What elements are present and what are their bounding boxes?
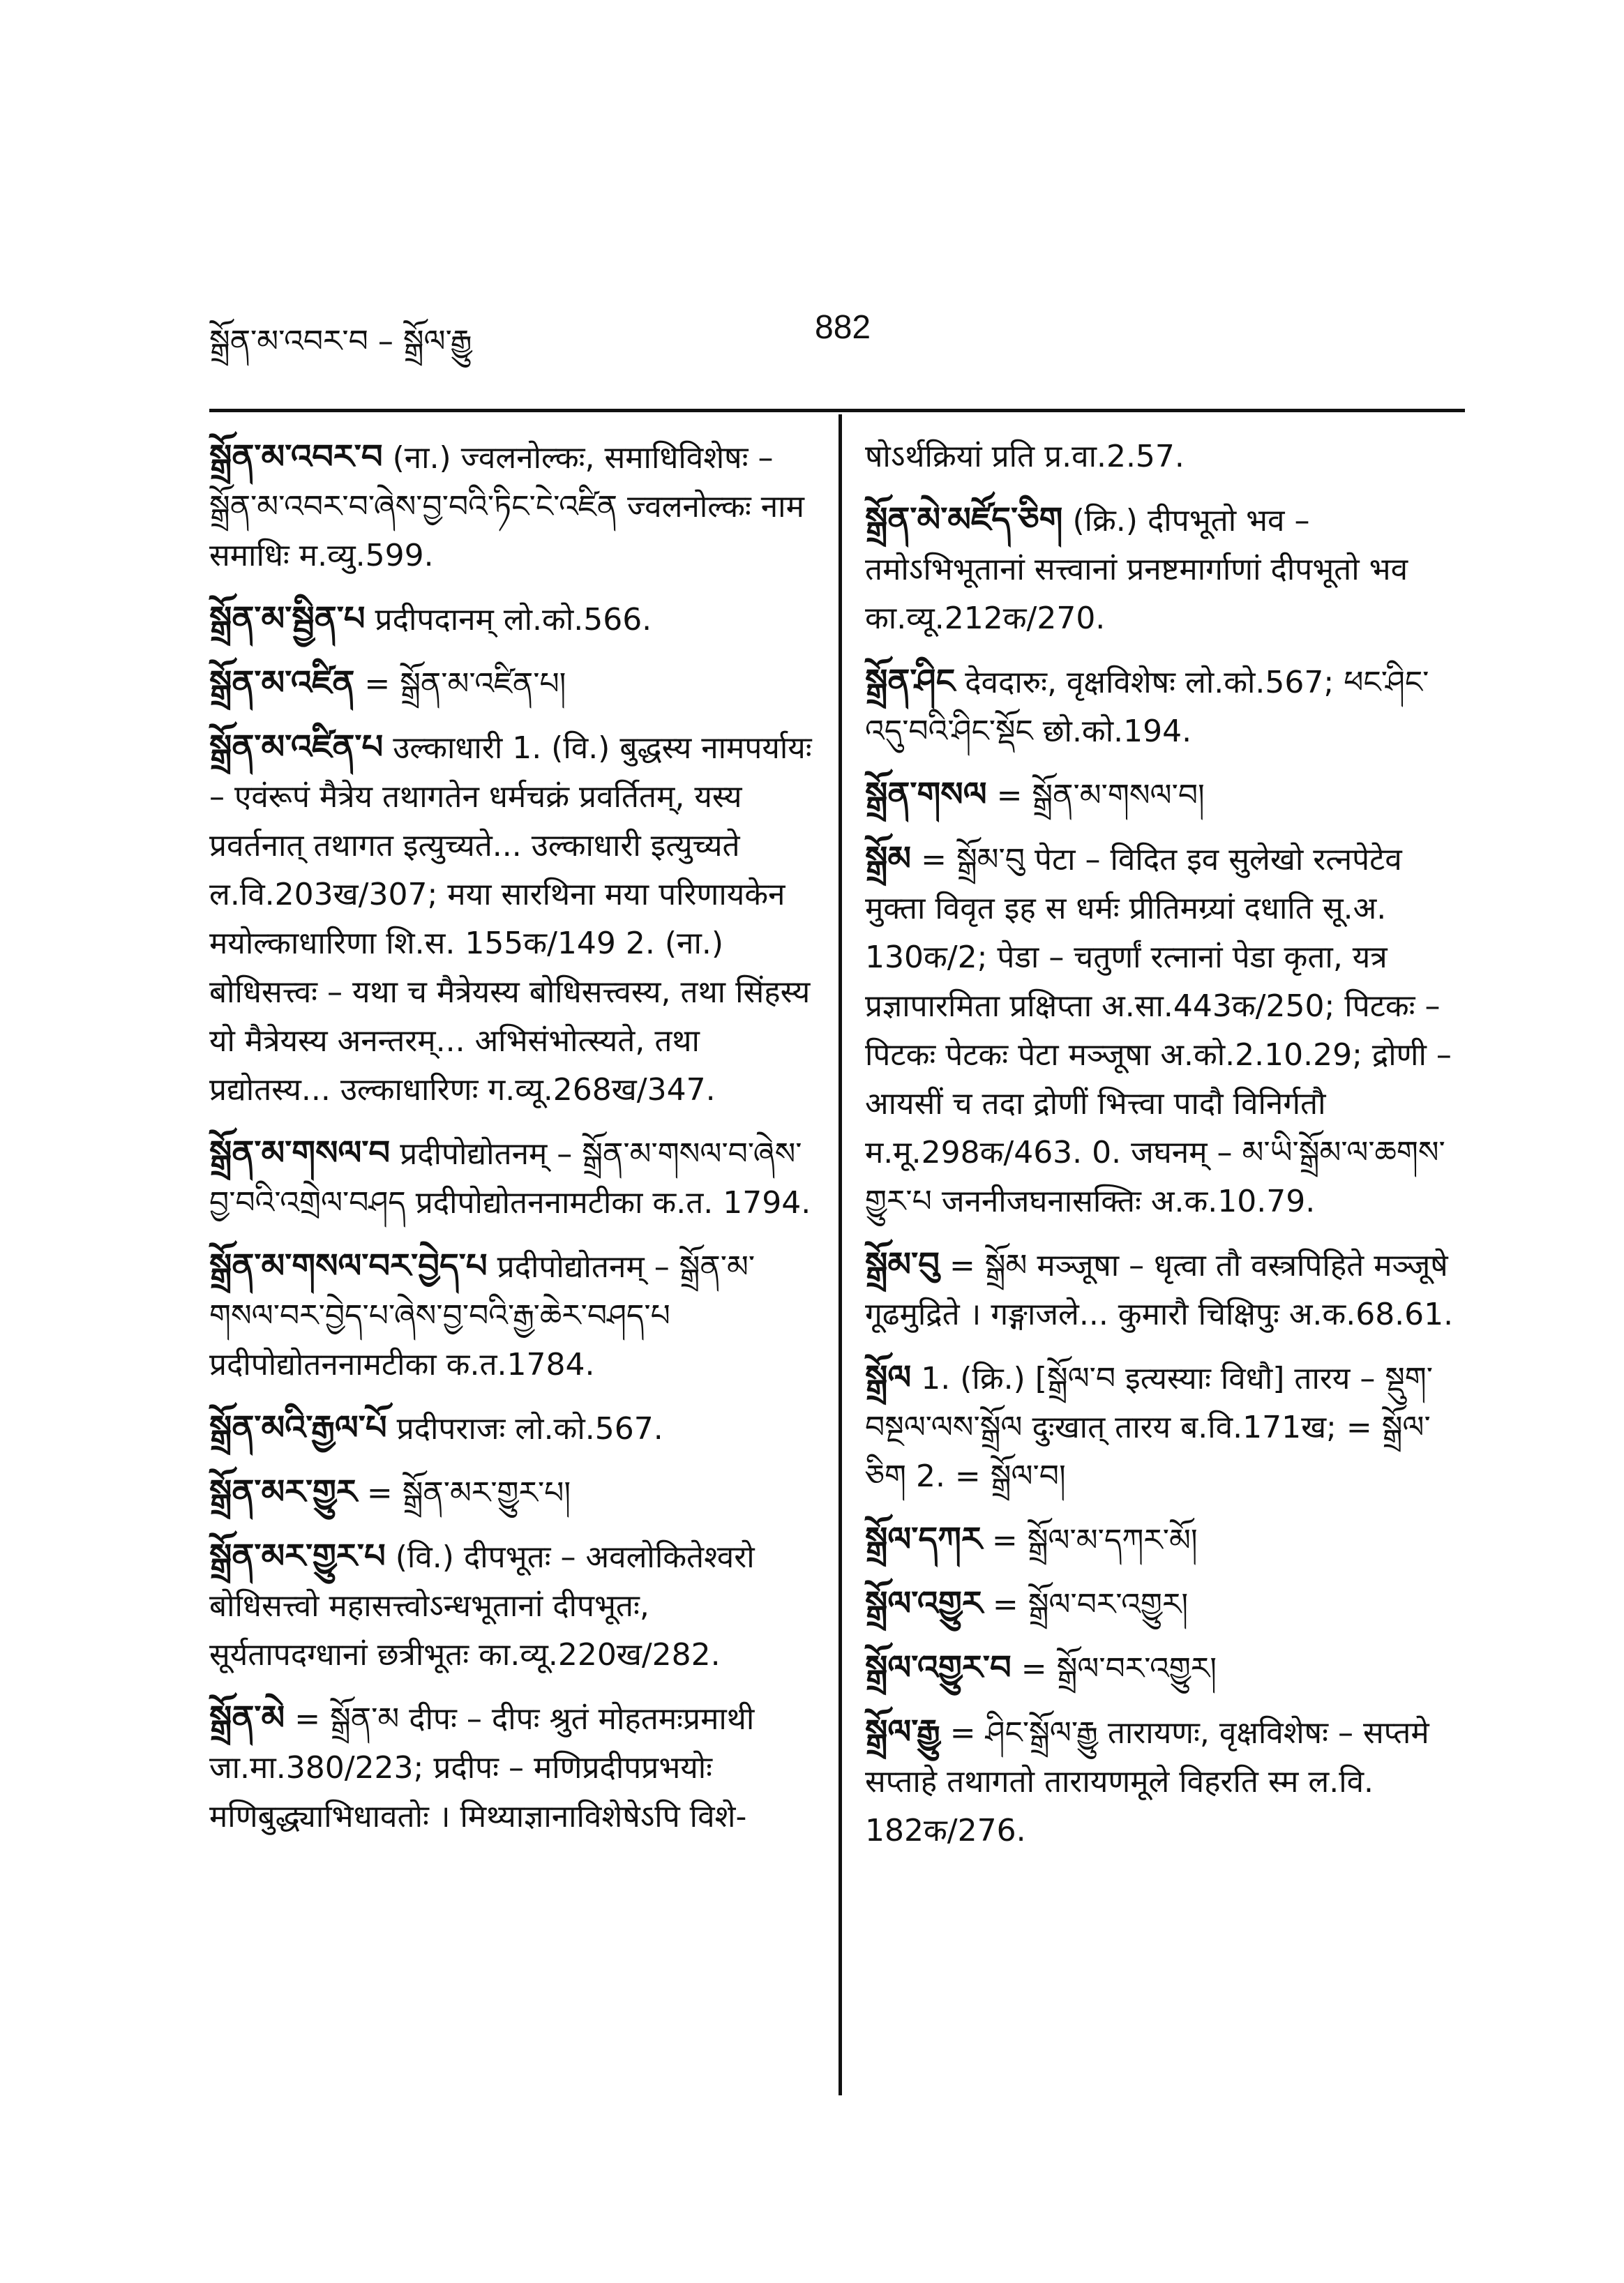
headword: སྒྲོན་མ་གསལ་བར་བྱེད་པ	[209, 1246, 488, 1286]
column-divider	[839, 414, 842, 2095]
entry-text: (वि.) दीपभूतः – अवलोकितेश्वरो बोधिसत्त्वो महासत्त्वोऽन्धभूतानां दीपभूतः, सूर्यतापदग्धानां छत्रीभूतः का.व्यू.220ख/282.	[209, 1539, 755, 1673]
entry-text: देवदारुः, वृक्षविशेषः लो.को.567; ཕང་ཤིང་འདུ་བའི་ཤིང་སྡོང छो.को.194.	[865, 665, 1429, 749]
headword: སྒྲོམ་བུ	[865, 1245, 940, 1284]
dictionary-entry	[865, 1240, 1465, 1339]
headword: སྒྲོན་མ་གསལ་བ	[209, 1133, 391, 1173]
headword: སྒྲོན་ཤིང	[865, 662, 956, 701]
dictionary-entry	[865, 1708, 1465, 1855]
headword: སྒྲོམ	[865, 839, 912, 878]
dictionary-entry	[209, 1532, 816, 1680]
headword: སྒྲོན་མ་སྦྱིན་པ	[209, 599, 366, 638]
dictionary-entry	[865, 770, 1465, 820]
dictionary-entry	[209, 1694, 816, 1841]
entry-text: = ཤིང་སྒྲོལ་རྒྱུ तारायणः, वृक्षविशेषः – सप्तमे सप्ताहे तथागतो तारायणमूले विहरति स्म ल.वि. 182क/276.	[865, 1715, 1429, 1848]
entry-text: (क्रि.) दीपभूतो भव – तमोऽभिभूतानां सत्त्वानां प्रनष्टमार्गाणां दीपभूतो भव का.व्यू.212क/270.	[865, 503, 1408, 636]
headword: སྒྲོལ་དཀར	[865, 1520, 982, 1559]
entry-text: प्रदीपोद्योतनम् – སྒྲོན་མ་གསལ་བ་ཞེས་བྱ་བའི་འགྲེལ་བཤད प्रदीपोद्योतननामटीका क.त. 1794.	[209, 1136, 811, 1221]
entry-text: = སྒྲོལ་མ་དཀར་མོ།	[991, 1523, 1198, 1558]
dictionary-entry	[209, 1403, 816, 1454]
dictionary-entry	[209, 1129, 816, 1228]
entry-text: प्रदीपराजः लो.को.567.	[396, 1411, 663, 1447]
dictionary-entry	[865, 1579, 1465, 1629]
dictionary-entry	[865, 657, 1465, 756]
page-number: 882	[815, 309, 871, 346]
entry-text: उल्काधारी 1. (वि.) बुद्धस्य नामपर्यायः – एवंरूपं मैत्रेय तथागतेन धर्मचक्रं प्रवर्तितम्, यस्य प्रवर्तनात् तथागत इत्युच्यते... उल्काधारी इत्युच्यते ल.वि.203ख/307; मया सारथिना मया परिणायकेन मयोल्काधारिणा शि.स. 155क/149 2. (ना.) बोधिसत्त्वः – यथा च मैत्रेयस्य बोधिसत्त्वस्य, तथा सिंहस्य यो मैत्रेयस्य अनन्तरम्... अभिसंभोत्स्यते, तथा प्रद्योतस्य... उल्काधारिणः ग.व्यू.268ख/347.	[209, 730, 812, 1108]
dictionary-entry	[209, 1242, 816, 1389]
entry-text: = སྒྲོན་མ་འཛིན་པ།	[364, 666, 566, 702]
entry-text: = སྒྲོན་མ་གསལ་བ།	[996, 778, 1205, 813]
entry-text: = སྒྲོམ मञ्जूषा – धृत्वा तौ वस्त्रपिहिते मञ्जूषे गूढमुद्रिते । गङ्गाजले... कुमारौ चिक्षिपुः अ.क.68.61.	[865, 1248, 1454, 1332]
headword: སྒྲོན་མར་གྱུར	[209, 1472, 357, 1512]
headword: སྒྲོལ་འགྱུར་བ	[865, 1648, 1012, 1687]
headword: སྒྲོན་མ་འབར་བ	[209, 437, 383, 476]
dictionary-entry	[209, 1468, 816, 1518]
entry-text: = སྒྲོམ་བུ पेटा – विदित इव सुलेखो रत्नपेटेव मुक्ता विवृत इह स धर्मः प्रीतिमग्र्यां दधाति सू.अ. 130क/2; पेडा – चतुर्णां रत्नानां पेडा कृता, यत्र प्रज्ञापारमिता प्रक्षिप्ता अ.सा.443क/250; पिटकः – पिटकः पेटकः पेटा मञ्जूषा अ.को.2.10.29; द्रोणी – आयसीं च तदा द्रोणीं भित्त्वा पादौ विनिर्गतौ म.मू.298क/463. 0. जघनम् – མ་ཡི་སྒྲོམ་ལ་ཆགས་གྱུར་པ जननीजघनासक्तिः अ.क.10.79.	[865, 842, 1452, 1219]
headword: སྒྲོན་མར་གྱུར་པ	[209, 1537, 386, 1576]
entry-text: 1. (क्रि.) [སྒྲོལ་བ इत्यस्याः विधौ] तारय – སྡུག་བསྔལ་ལས་སྒྲོལ दुःखात् तारय ब.वि.171ख; = སྒྲོལ་ཅིག 2. = སྒྲོལ་བ།	[865, 1361, 1433, 1494]
dictionary-entry	[209, 658, 816, 709]
entry-text: = སྒྲོན་མ दीपः – दीपः श्रुतं मोहतमःप्रमाथी जा.मा.380/223; प्रदीपः – मणिप्रदीपप्रभयोः मणिबुद्ध्याभिधावतोः । मिथ्याज्ञानाविशेषेऽपि विशे-	[209, 1701, 755, 1834]
headword: སྒྲོལ	[865, 1358, 912, 1397]
headword: སྒྲོན་གསལ	[865, 775, 987, 814]
dictionary-entry	[865, 495, 1465, 643]
dictionary-entry	[865, 834, 1465, 1226]
headword: སྒྲོན་མ་འཛིན	[209, 663, 355, 702]
continuation-text: षोऽर्थक्रियां प्रति प्र.वा.2.57.	[865, 439, 1185, 474]
dictionary-entry	[209, 432, 816, 580]
entry-text: प्रदीपोद्योतनम् – སྒྲོན་མ་གསལ་བར་བྱེད་པ་ཞེས་བྱ་བའི་རྒྱ་ཆེར་བཤད་པ प्रदीपोद्योतननामटीका क.त.1784.	[209, 1249, 755, 1382]
headword: སྒྲོལ་རྒྱུ	[865, 1712, 940, 1751]
header-rule	[209, 409, 1465, 412]
entry-text: प्रदीपदानम् लो.को.566.	[375, 602, 652, 638]
running-header: སྒྲོན་མ་འབར་བ – སྒྲོལ་རྒྱུ	[209, 324, 472, 359]
entry-text: = སྒྲོལ་བར་འགྱུར།	[992, 1587, 1189, 1622]
headword: སྒྲོན་མའི་རྒྱལ་པོ	[209, 1408, 387, 1447]
entry-text: = སྒྲོན་མར་གྱུར་པ།	[366, 1475, 571, 1511]
headword: སྒྲོན་མ་འཛིན་པ	[209, 728, 384, 767]
dictionary-entry	[865, 1515, 1465, 1565]
dictionary-entry	[865, 1353, 1465, 1501]
headword: སྒྲོན་མེ་མཛོད་ཅིག	[865, 500, 1063, 539]
dictionary-entry	[865, 1643, 1465, 1694]
dictionary-entry	[209, 723, 816, 1115]
right-column	[865, 432, 1465, 1869]
entry-text: (ना.) ज्वलनोल्कः, समाधिविशेषः – སྒྲོན་མ་འབར་བ་ཞེས་བྱ་བའི་ཏིང་ངེ་འཛིན ज्वलनोल्कः नाम समाधिः म.व्यु.599.	[209, 440, 804, 573]
left-column	[209, 432, 816, 1855]
headword: སྒྲོན་མེ	[209, 1698, 285, 1738]
dictionary-entry	[209, 594, 816, 645]
entry-text: = སྒྲོལ་བར་འགྱུར།	[1021, 1651, 1217, 1687]
headword: སྒྲོལ་འགྱུར	[865, 1584, 983, 1623]
